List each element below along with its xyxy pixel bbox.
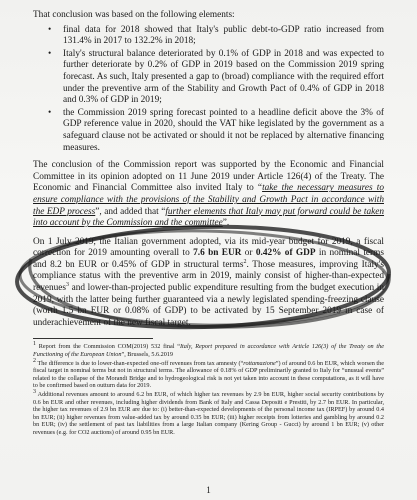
text-run: On 1 July 2019, the Italian government adopted, via its mid-year budget for 2019, a fiscal correction for 2019 amounting overall to: [33, 236, 384, 259]
elements-list: [33, 25, 384, 155]
footnote-1: [33, 343, 384, 358]
text-run: in nominal terms and 8.2 bn EUR or 0.45% of GDP in structural terms: [33, 248, 384, 270]
intro-text: That conclusion was based on the following elements:: [33, 10, 235, 20]
text-run: ”) of around 0.6 bn EUR, which worsen the fiscal target in nominal terms but not in structural terms. The allowance of 0.18% of GDP preliminarily granted to Italy for “unusual events” related to the collapse of the Morandi Bridge and to hydrogeological risk is not yet taken into account in these computations, as it will have to be confirmed based on outturn data for 2019.: [33, 359, 384, 390]
quote-efc-elements: further elements that Italy may put forward could be taken into account by the Commission and the committee: [33, 206, 385, 229]
text-run: . Those measures, improving Italy's compliance status with the preventive arm in 2019, mainly consist of higher-than-expected revenues: [33, 259, 384, 294]
footnote-divider: [33, 338, 153, 339]
list-item: • the Commission 2019 spring forecast pointed to a headline deficit above the 3% of GDP reference value in 2020, should the VAT hike legislated by the government as a safeguard clause not be activated or should it not be replaced by alternative financing measures.: [63, 108, 384, 154]
footnote-number: 1: [33, 341, 36, 348]
list-item: • final data for 2018 showed that Italy's public debt-to-GDP ratio increased from 131.4% in 2017 to 132.2% in 2018;: [63, 25, 384, 48]
italic-term: rottamazione: [243, 359, 276, 367]
list-item: • Italy's structural balance deteriorated by 0.1% of GDP in 2018 and was expected to further deteriorate by 0.2% of GDP in 2019 based on the Commission 2019 spring forecast. As such, Italy presented a gap to (broad) compliance with the required effort under the preventive arm of the Stability and Growth Pact of 0.4% of GDP in 2018 and 0.3% of GDP in 2019;: [63, 49, 384, 107]
text-run: ”.: [222, 218, 230, 229]
report-title: Italy, Report prepared in accordance with Article 126(3) of the Treaty on the Functioning of the European Union: [33, 343, 384, 359]
text-run: or: [241, 248, 256, 259]
fiscal-correction-paragraph: [33, 237, 384, 330]
text-run: Report from the Commission COM(2019) 532 final “: [36, 343, 180, 351]
footnote-3: [33, 388, 384, 437]
footnote-number: 2: [33, 357, 36, 364]
text-run: ”, Brussels, 5.6.2019: [121, 351, 174, 359]
quote-efc-measures: take the necessary measures to ensure compliance with the provisions of the Stability and Growth Pact in accordance with the EDP process: [33, 183, 384, 217]
text-run: and lower-than-projected public expenditure resulting from the budget execution in 2019, with the latter being further guaranteed via a newly legislated spending-freezing clause (worth 1.5 bn EUR or 0.08% of GDP) to be activated by 15 September 2019 in case of underachievement of the new fiscal target.: [33, 283, 384, 328]
text-run: ”, and added that “: [95, 206, 166, 217]
text-run: The difference is due to lower-than-expected one-off revenues from tax amnesty (“: [36, 359, 244, 367]
footnote-2: [33, 357, 384, 390]
amount-bn-eur: 7.6 bn EUR: [193, 248, 242, 259]
text-run: Additional revenues amount to around 6.2 bn EUR, of which higher tax revenues by 2.9 bn EUR, higher social security contributions by 0.6 bn EUR and other revenues, including higher dividends from Bank of Italy and Cassa Depositi e Prestiti, by 2.7 bn EUR. In particular, the higher tax revenues of 2.9 bn EUR are due to: (i) better-than-expected developments of the personal income tax (IRPEF) by around 0.4 bn EUR; (ii) higher revenues from value-added tax by around 0.35 bn EUR; (iii) higher receipts from lotteries and gambling by around 0.2 bn EUR; (iv) the settlement of past tax liabilities from a large Italian company (Kering Group - Gucci) by around 1 bn EUR; (v) other revenues (e.g. for CO2 auctions) of around 0.95 bn EUR.: [33, 391, 384, 436]
page-number: 1: [206, 485, 211, 495]
amount-pct-gdp: 0.42% of GDP: [255, 248, 316, 259]
footnote-number: 3: [33, 388, 36, 395]
footnote-ref[interactable]: 2: [243, 258, 247, 265]
highlighted-paragraph-block: [33, 237, 384, 330]
efc-paragraph: [33, 160, 384, 230]
footnote-ref[interactable]: 3: [66, 281, 70, 288]
text-run: The conclusion of the Commission report was supported by the Economic and Financial Committee in its opinion adopted on 11 June 2019 under Article 126(4) of the Treaty. The Economic and Financial Committee also invited Italy to “: [33, 160, 384, 194]
